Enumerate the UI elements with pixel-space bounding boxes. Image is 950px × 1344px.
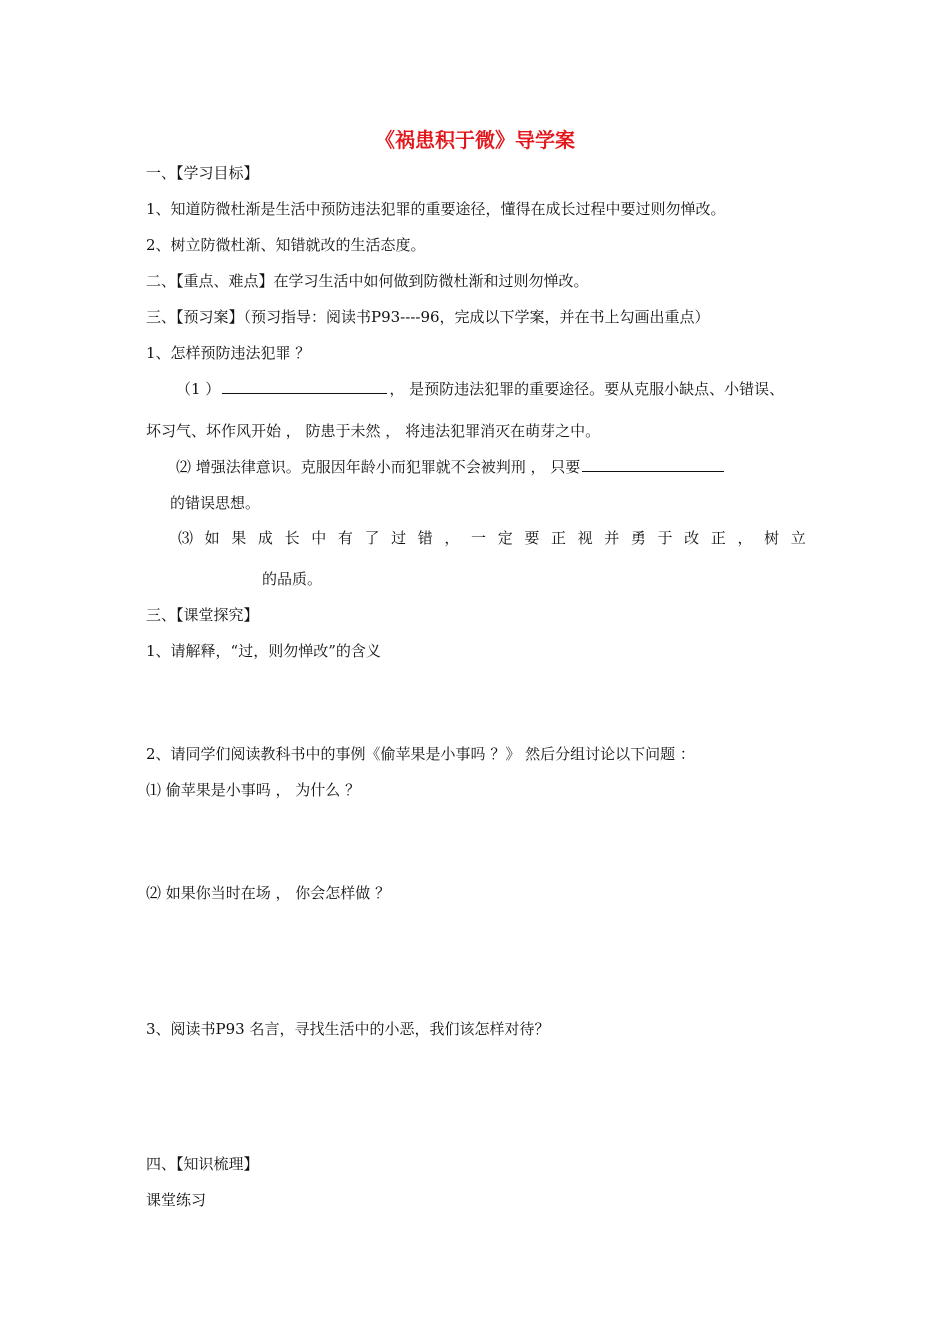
objective-1: 1、知道防微杜渐是生活中预防违法犯罪的重要途径，懂得在成长过程中要过则勿惮改。: [146, 200, 726, 218]
section-inquiry-heading: 三、【课堂探究】: [146, 606, 259, 624]
p3-char: ，: [444, 529, 460, 547]
p3-char: 树: [764, 529, 780, 547]
objective-2: 2、树立防微杜渐、知错就改的生活态度。: [146, 236, 426, 254]
p3-char: 要: [524, 529, 540, 547]
p3-char: 果: [231, 529, 247, 547]
preview-item-3: [178, 528, 806, 548]
p3-char: 中: [311, 529, 327, 547]
preview-item-2: [176, 457, 726, 477]
p3-char: 成: [257, 529, 273, 547]
preview-item-2-text: ⑵ 增强法律意识。克服因年龄小而犯罪就不会被判刑 ， 只要: [176, 458, 581, 476]
p3-char: ⑶: [178, 529, 194, 547]
p3-char: 视: [577, 529, 593, 547]
inquiry-question-3: 3、阅读书P93 名言，寻找生活中的小恶，我们该怎样对待？: [146, 1020, 550, 1038]
preview-item-3-continuation: 的品质。: [262, 570, 323, 588]
document-title: 《祸患积于微》导学案: [375, 128, 575, 152]
p3-char: 一: [471, 529, 487, 547]
p3-char: 有: [337, 529, 353, 547]
p3-char: 并: [604, 529, 620, 547]
p3-char: 长: [284, 529, 300, 547]
p3-char: 正: [710, 529, 726, 547]
section-summary-heading: 四、【知识梳理】: [146, 1155, 259, 1173]
section-preview-heading: 三、【预习案】（预习指导：阅读书P93----96，完成以下学案，并在书上勾画出重点）: [146, 308, 710, 326]
fill-blank-2[interactable]: [582, 457, 724, 472]
p3-char: 于: [657, 529, 673, 547]
p3-char: 过: [391, 529, 407, 547]
p3-char: 了: [364, 529, 380, 547]
preview-item-1-continuation: 坏习气、坏作风开始 ， 防患于未然 ， 将违法犯罪消灭在萌芽之中。: [146, 422, 601, 440]
preview-item-1-prefix: （1 ）: [176, 380, 221, 398]
preview-item-2-continuation: 的错误思想。: [170, 494, 261, 512]
p3-char: 勇: [630, 529, 646, 547]
fill-blank-1[interactable]: [222, 379, 387, 394]
p3-char: 错: [417, 529, 433, 547]
p3-char: 正: [550, 529, 566, 547]
inquiry-question-2b: ⑵ 如果你当时在场 ， 你会怎样做 ？: [146, 884, 391, 902]
preview-question-1: 1、怎样预防违法犯罪 ？: [146, 344, 311, 362]
preview-item-1: [176, 379, 784, 399]
inquiry-question-1: 1、请解释，“过，则勿惮改”的含义: [146, 642, 381, 660]
section-objectives-heading: 一、【学习目标】: [146, 164, 259, 182]
p3-char: 如: [204, 529, 220, 547]
inquiry-question-2a: ⑴ 偷苹果是小事吗 ， 为什么 ？: [146, 781, 361, 799]
section-keypoints-heading: 二、【重点、难点】在学习生活中如何做到防微杜渐和过则勿惮改。: [146, 272, 589, 290]
p3-char: ，: [737, 529, 753, 547]
preview-item-1-suffix: ， 是预防违法犯罪的重要途径。要从克服小缺点、小错误、: [389, 380, 785, 398]
practice-label: 课堂练习: [146, 1191, 207, 1209]
p3-char: 改: [684, 529, 700, 547]
p3-char: 定: [497, 529, 513, 547]
p3-char: 立: [790, 529, 806, 547]
inquiry-question-2: 2、请同学们阅读教科书中的事例《偷苹果是小事吗 ？》 然后分组讨论以下问题 ：: [146, 745, 695, 763]
